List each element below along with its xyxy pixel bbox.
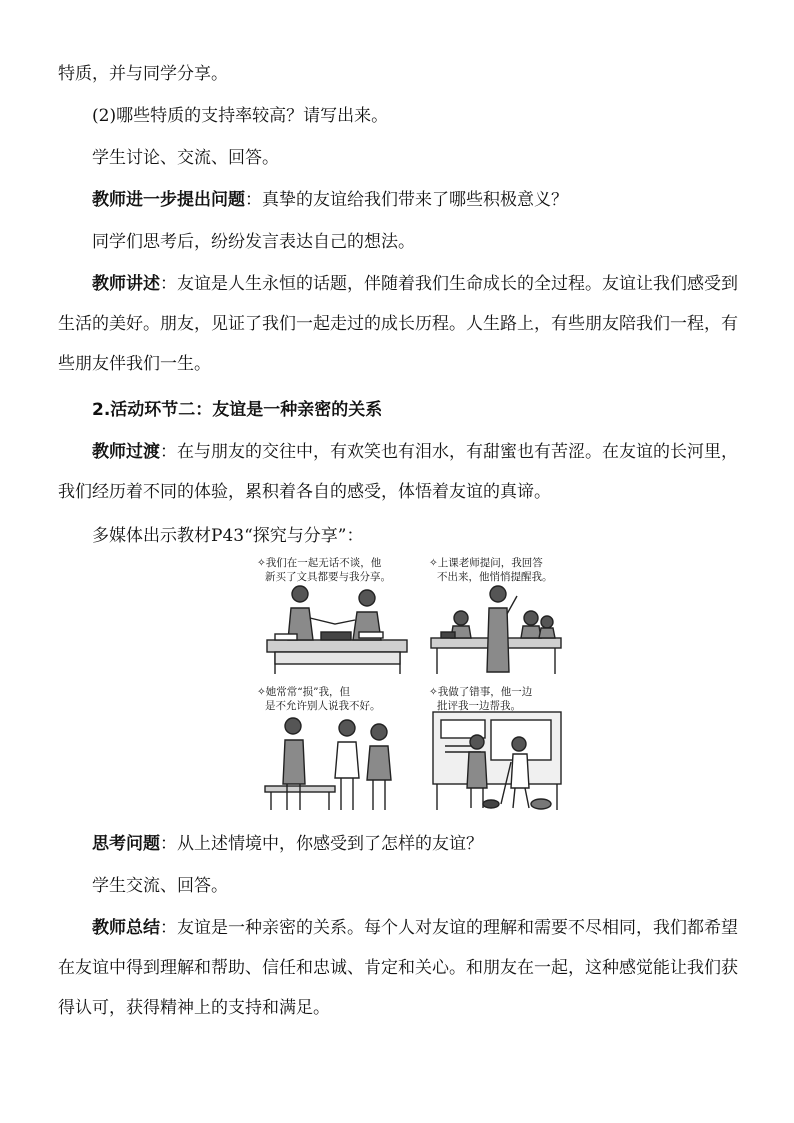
- paragraph-text: ：在与朋友的交往中，有欢笑也有泪水，有甜蜜也有苦涩。在友谊的长河里，我们经历着不同的体验，累积着各自的感受，体悟着友谊的真谛。: [58, 442, 738, 502]
- multimedia-note: [58, 516, 738, 556]
- label-teacher-lecture: 教师讲述: [92, 274, 160, 294]
- textbook-illustration: [255, 552, 565, 814]
- scene-4-helping-illustration: [433, 712, 561, 810]
- teacher-lecture: [58, 264, 738, 384]
- text-line: ：从上述情境中，你感受到了怎样的友谊？: [160, 834, 483, 854]
- label-teacher-question: 教师进一步提出问题: [92, 190, 245, 210]
- scene-3-friends-illustration: [265, 718, 391, 810]
- thinking-question: [58, 824, 738, 864]
- text-line: 学生交流、回答。: [92, 876, 228, 896]
- student-response: [58, 222, 738, 262]
- scene-1-sharing-illustration: [267, 586, 407, 674]
- caption-scene-1-line-1: ✧我们在一起无话不谈，他: [257, 557, 382, 569]
- label-thinking-question: 思考问题: [92, 834, 160, 854]
- heading-activity-2: 2.活动环节二：友谊是一种亲密的关系: [92, 400, 383, 420]
- question-2: [58, 96, 738, 136]
- caption-scene-4-line-1: ✧我做了错事，他一边: [429, 686, 533, 698]
- text-line: 多媒体出示教材P43“探究与分享”：: [92, 526, 364, 546]
- caption-scene-2-line-1: ✧上课老师提问，我回答: [429, 557, 543, 569]
- teacher-question: [58, 180, 738, 220]
- label-teacher-summary: 教师总结: [92, 918, 160, 938]
- caption-scene-4-line-2: 批评我一边帮我。: [437, 700, 521, 712]
- caption-scene-3-line-2: 是不允许别人说我不好。: [265, 700, 381, 712]
- paragraph-1: [58, 54, 738, 94]
- student-discussion: [58, 138, 738, 178]
- teacher-summary: [58, 908, 738, 1028]
- text-line: 学生讨论、交流、回答。: [92, 148, 279, 168]
- text-line: 特质，并与同学分享。: [58, 64, 228, 84]
- text-line: ：真挚的友谊给我们带来了哪些积极意义？: [245, 190, 568, 210]
- scene-2-classroom-illustration: [431, 586, 561, 674]
- paragraph-text: ：友谊是人生永恒的话题，伴随着我们生命成长的全过程。友谊让我们感受到生活的美好。朋友，见证了我们一起走过的成长历程。人生路上，有些朋友陪我们一程，有些朋友伴我们一生。: [58, 274, 738, 374]
- label-teacher-transition: 教师过渡: [92, 442, 160, 462]
- caption-scene-1-line-2: 新买了文具都要与我分享。: [265, 571, 391, 583]
- section-heading: [58, 390, 738, 430]
- student-answer: [58, 866, 738, 906]
- text-line: (2)哪些特质的支持率较高？请写出来。: [92, 106, 389, 126]
- caption-scene-2-line-2: 不出来，他悄悄提醒我。: [437, 571, 553, 583]
- teacher-transition: [58, 432, 738, 512]
- paragraph-text: ：友谊是一种亲密的关系。每个人对友谊的理解和需要不尽相同，我们都希望在友谊中得到理解和帮助、信任和忠诚、肯定和关心。和朋友在一起，这种感觉能让我们获得认可，获得精神上的支持和满足。: [58, 918, 738, 1018]
- caption-scene-3-line-1: ✧她常常“损”我，但: [257, 686, 351, 698]
- text-line: 同学们思考后，纷纷发言表达自己的想法。: [92, 232, 415, 252]
